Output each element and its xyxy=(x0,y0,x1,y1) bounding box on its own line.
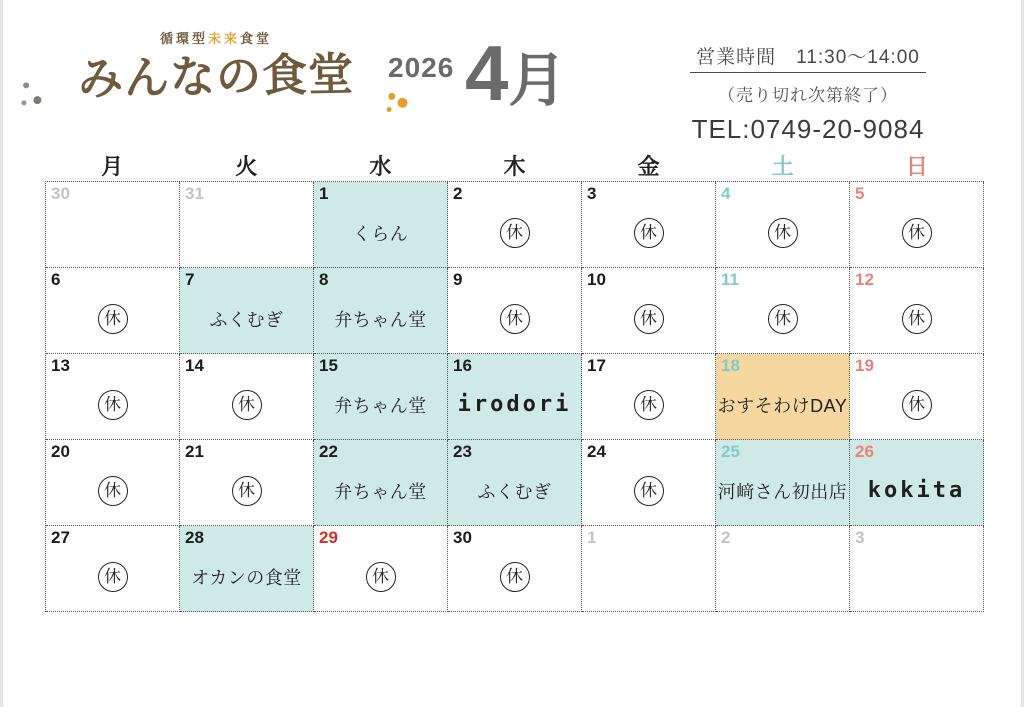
cell-body xyxy=(716,546,849,611)
weekday-label: 月 xyxy=(101,154,124,179)
calendar-cell xyxy=(448,354,582,440)
date-number: 28 xyxy=(185,528,204,547)
weekday-label: 金 xyxy=(637,154,660,179)
date-number: 29 xyxy=(319,528,338,547)
date-number: 3 xyxy=(855,528,865,547)
event-label: 弁ちゃん堂 xyxy=(334,395,427,416)
date-number: 30 xyxy=(51,184,70,203)
event-label: ふくむぎ xyxy=(209,309,284,330)
sold-out-note: （売り切れ次第終了） xyxy=(718,86,898,105)
logo-dot-decoration xyxy=(387,107,392,112)
weekday-header-row xyxy=(45,150,984,180)
calendar-cell xyxy=(716,268,850,354)
closed-day-mark: 休 xyxy=(232,476,262,506)
calendar-cell xyxy=(314,354,448,440)
closed-day-mark: 休 xyxy=(500,304,530,334)
date-number: 25 xyxy=(721,442,740,461)
calendar-cell xyxy=(180,182,314,268)
event-label: irodori xyxy=(457,392,572,417)
closed-day-mark: 休 xyxy=(98,304,128,334)
closed-day-mark: 休 xyxy=(98,476,128,506)
cell-body xyxy=(46,288,179,353)
event-label: 弁ちゃん堂 xyxy=(334,309,427,330)
calendar-cell xyxy=(850,268,984,354)
calendar-cell xyxy=(850,526,984,612)
business-hours: 営業時間 11:30〜14:00 xyxy=(690,42,926,73)
calendar-cell xyxy=(716,526,850,612)
cell-body xyxy=(448,546,581,611)
calendar-cell xyxy=(582,182,716,268)
closed-day-mark: 休 xyxy=(902,304,932,334)
date-number: 22 xyxy=(319,442,338,461)
event-label: ふくむぎ xyxy=(477,481,552,502)
date-number: 11 xyxy=(721,270,739,289)
cell-body xyxy=(46,460,179,525)
cell-body xyxy=(314,546,447,611)
calendar-cell xyxy=(180,354,314,440)
calendar-cell xyxy=(850,182,984,268)
calendar-cell xyxy=(314,182,448,268)
cell-body xyxy=(582,202,715,267)
date-number: 2 xyxy=(453,184,463,203)
cell-body xyxy=(314,460,447,525)
closed-day-mark: 休 xyxy=(768,304,798,334)
closed-day-mark: 休 xyxy=(500,218,530,248)
calendar-cell xyxy=(850,440,984,526)
closed-day-mark: 休 xyxy=(500,562,530,592)
calendar-cell xyxy=(582,354,716,440)
calendar-month xyxy=(465,28,566,119)
date-number: 19 xyxy=(855,356,874,375)
calendar-cell xyxy=(180,440,314,526)
cell-body xyxy=(582,460,715,525)
cell-body xyxy=(46,546,179,611)
calendar-cell xyxy=(448,440,582,526)
cell-body xyxy=(448,460,581,525)
cell-body xyxy=(448,202,581,267)
date-number: 1 xyxy=(587,528,597,547)
logo-tagline xyxy=(51,28,381,47)
event-label: 弁ちゃん堂 xyxy=(334,481,427,502)
month-unit: 月 xyxy=(508,48,567,113)
logo-tagline-part: 未来 xyxy=(207,31,240,46)
date-number: 10 xyxy=(587,270,606,289)
calendar-grid xyxy=(45,181,984,612)
logo-title-text: みんなの食堂 xyxy=(77,48,355,105)
event-label: kokita xyxy=(867,478,966,503)
date-number: 26 xyxy=(855,442,874,461)
calendar-cell xyxy=(716,440,850,526)
weekday-label: 土 xyxy=(771,154,794,179)
date-number: 30 xyxy=(453,528,472,547)
date-number: 13 xyxy=(51,356,70,375)
closed-day-mark: 休 xyxy=(366,562,396,592)
date-number: 18 xyxy=(721,356,740,375)
cell-body xyxy=(180,546,313,611)
cell-body xyxy=(582,374,715,439)
phone-number: TEL:0749-20-9084 xyxy=(691,114,925,144)
cell-body xyxy=(180,460,313,525)
shop-info xyxy=(658,42,958,145)
event-label: くらん xyxy=(352,223,409,244)
calendar-cell xyxy=(448,526,582,612)
closed-day-mark: 休 xyxy=(634,304,664,334)
closed-day-mark: 休 xyxy=(98,562,128,592)
calendar-cell xyxy=(448,268,582,354)
calendar-cell xyxy=(716,354,850,440)
logo-title xyxy=(51,46,382,108)
closed-day-mark: 休 xyxy=(232,390,262,420)
cell-body xyxy=(716,288,849,353)
calendar-cell xyxy=(582,268,716,354)
logo-dot-decoration xyxy=(33,96,41,104)
logo-dot-decoration xyxy=(21,100,26,105)
calendar-cell xyxy=(180,526,314,612)
date-number: 27 xyxy=(51,528,70,547)
calendar-cell xyxy=(850,354,984,440)
logo-dot-decoration xyxy=(397,98,407,108)
restaurant-logo xyxy=(51,28,381,143)
weekday-label: 水 xyxy=(369,154,392,179)
logo-tagline-part: 循環型 xyxy=(159,31,208,46)
date-number: 17 xyxy=(587,356,606,375)
cell-body xyxy=(582,546,715,611)
calendar-cell xyxy=(582,526,716,612)
closed-day-mark: 休 xyxy=(768,218,798,248)
date-number: 21 xyxy=(185,442,204,461)
cell-body xyxy=(314,202,447,267)
cell-body xyxy=(314,288,447,353)
closed-day-mark: 休 xyxy=(634,390,664,420)
month-number: 4 xyxy=(465,29,509,117)
weekday-label: 日 xyxy=(905,154,928,179)
calendar-cell xyxy=(46,440,180,526)
cell-body xyxy=(850,202,983,267)
closed-day-mark: 休 xyxy=(634,218,664,248)
closed-day-mark: 休 xyxy=(98,390,128,420)
calendar-cell xyxy=(180,268,314,354)
date-number: 1 xyxy=(319,184,329,203)
cell-body xyxy=(46,202,179,267)
date-number: 4 xyxy=(721,184,731,203)
event-label: 河﨑さん初出店 xyxy=(717,481,848,502)
closed-day-mark: 休 xyxy=(634,476,664,506)
date-number: 31 xyxy=(185,184,204,203)
date-number: 23 xyxy=(453,442,472,461)
date-number: 20 xyxy=(51,442,70,461)
calendar-cell xyxy=(448,182,582,268)
calendar-cell xyxy=(46,182,180,268)
cell-body xyxy=(716,460,849,525)
date-number: 16 xyxy=(453,356,472,375)
cell-body xyxy=(46,374,179,439)
weekday-label: 火 xyxy=(235,154,258,179)
event-label: オカンの食堂 xyxy=(191,567,302,588)
closed-day-mark: 休 xyxy=(902,390,932,420)
date-number: 15 xyxy=(319,356,338,375)
cell-body xyxy=(180,374,313,439)
cell-body xyxy=(314,374,447,439)
date-number: 8 xyxy=(319,270,329,289)
event-label: おすそわけDAY xyxy=(717,395,848,416)
cell-body xyxy=(850,374,983,439)
calendar-cell xyxy=(314,440,448,526)
closed-day-mark: 休 xyxy=(902,218,932,248)
cell-body xyxy=(582,288,715,353)
cell-body xyxy=(448,374,581,439)
date-number: 2 xyxy=(721,528,731,547)
date-number: 14 xyxy=(185,356,204,375)
date-number: 3 xyxy=(587,184,597,203)
calendar-cell xyxy=(716,182,850,268)
cell-body xyxy=(180,288,313,353)
calendar-cell xyxy=(46,268,180,354)
calendar-cell xyxy=(314,268,448,354)
date-number: 7 xyxy=(185,270,195,289)
date-number: 6 xyxy=(51,270,61,289)
cell-body xyxy=(850,460,983,525)
calendar-cell xyxy=(582,440,716,526)
date-number: 9 xyxy=(453,270,463,289)
calendar-cell xyxy=(314,526,448,612)
cell-body xyxy=(448,288,581,353)
cell-body xyxy=(850,546,983,611)
weekday-label: 木 xyxy=(503,154,526,179)
logo-dot-decoration xyxy=(388,93,395,100)
logo-dot-decoration xyxy=(23,82,29,88)
date-number: 5 xyxy=(855,184,865,203)
calendar-year: 2026 xyxy=(388,52,455,83)
calendar-cell xyxy=(46,526,180,612)
cell-body xyxy=(716,202,849,267)
cell-body xyxy=(180,202,313,267)
calendar-cell xyxy=(46,354,180,440)
cell-body xyxy=(850,288,983,353)
date-number: 24 xyxy=(587,442,606,461)
date-number: 12 xyxy=(855,270,874,289)
logo-tagline-part: 食堂 xyxy=(240,31,273,46)
cell-body xyxy=(716,374,849,439)
